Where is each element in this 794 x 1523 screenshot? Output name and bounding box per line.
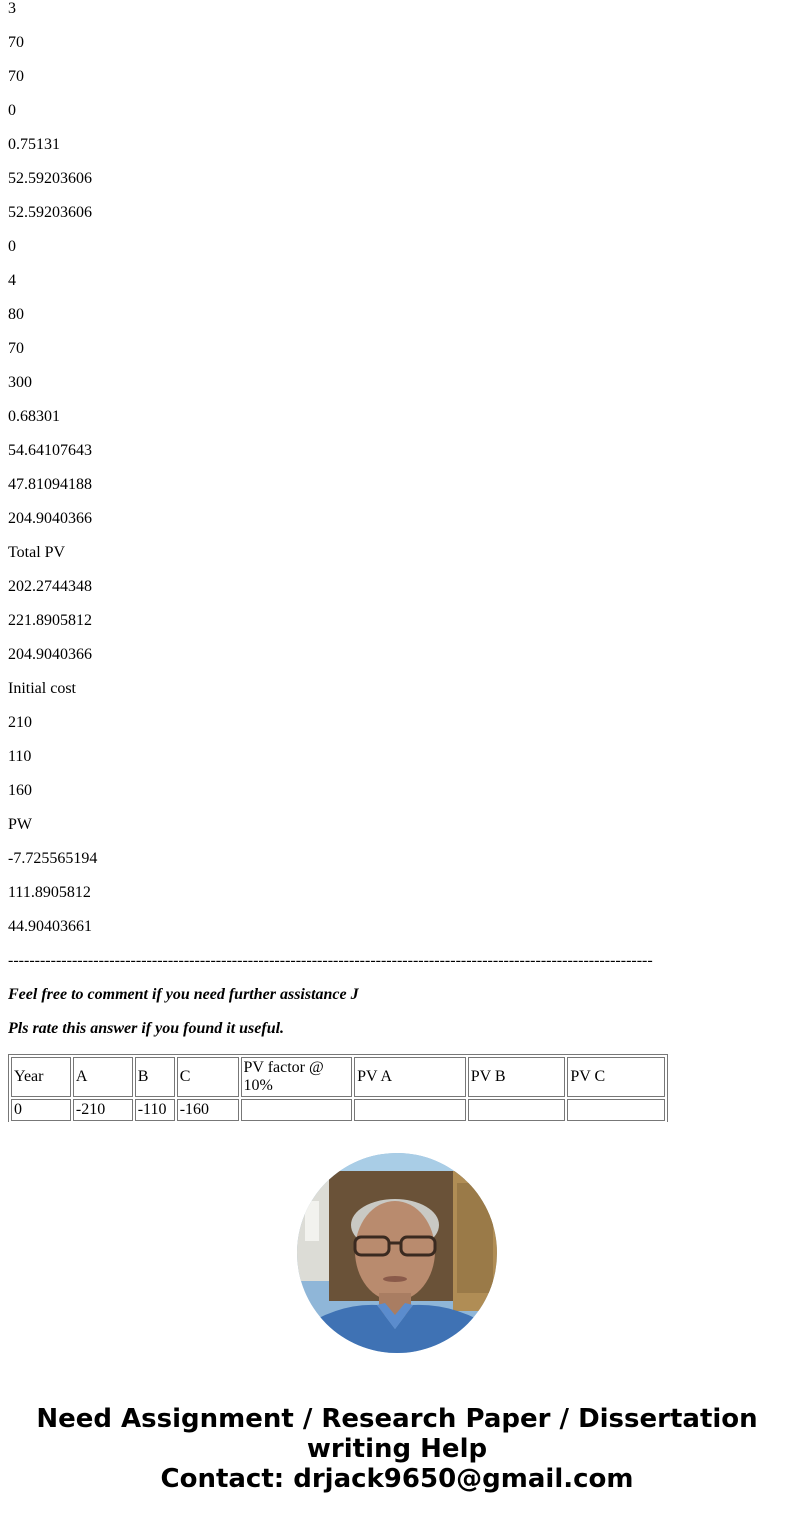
avatar-portrait — [297, 1153, 497, 1353]
value-line: 70 — [8, 340, 24, 357]
value-line: 111.8905812 — [8, 884, 91, 901]
value-line: 3 — [8, 0, 16, 17]
table-cell: -160 — [177, 1099, 239, 1121]
header-cell: Year — [11, 1057, 71, 1097]
header-cell: PV A — [354, 1057, 466, 1097]
table-cell — [468, 1099, 566, 1121]
value-line: 54.64107643 — [8, 442, 92, 459]
value-list — [8, 0, 788, 943]
value-line: 70 — [8, 34, 24, 51]
table-cell — [567, 1099, 665, 1121]
value-line: 300 — [8, 374, 32, 391]
table-cell — [241, 1099, 353, 1121]
rate-note: Pls rate this answer if you found it useful. — [8, 1020, 285, 1037]
value-line: 0 — [8, 238, 16, 255]
value-line: 52.59203606 — [8, 170, 92, 187]
separator-line: ------------------------------------------------------------------------------------------------------------------------- — [8, 952, 653, 969]
comment-note: Feel free to comment if you need further assistance J — [8, 986, 359, 1003]
header-cell: A — [73, 1057, 133, 1097]
value-line: 202.2744348 — [8, 578, 92, 595]
header-cell: B — [135, 1057, 175, 1097]
promo-headline: Need Assignment / Research Paper / Dissertation writing Help — [36, 1404, 758, 1464]
header-cell: PV C — [567, 1057, 665, 1097]
value-line: 204.9040366 — [8, 646, 92, 663]
value-line: 0.75131 — [8, 136, 60, 153]
table-cell: -110 — [135, 1099, 175, 1121]
author-avatar — [297, 1153, 497, 1353]
value-line: 4 — [8, 272, 16, 289]
value-line: Initial cost — [8, 680, 76, 697]
table-header-row — [11, 1057, 665, 1097]
value-line: 47.81094188 — [8, 476, 92, 493]
table-cell: 0 — [11, 1099, 71, 1121]
value-line: 204.9040366 — [8, 510, 92, 527]
value-line: 210 — [8, 714, 32, 731]
value-line: 80 — [8, 306, 24, 323]
value-line: 44.90403661 — [8, 918, 92, 935]
value-line: 110 — [8, 748, 32, 765]
promo-banner — [0, 1404, 794, 1494]
value-line: PW — [8, 816, 32, 833]
value-line: 160 — [8, 782, 32, 799]
value-line: Total PV — [8, 544, 66, 561]
header-cell: C — [177, 1057, 239, 1097]
answer-body — [8, 0, 788, 1045]
promo-contact: Contact: drjack9650@gmail.com — [160, 1464, 634, 1494]
pv-table — [8, 1054, 668, 1122]
value-line: 0.68301 — [8, 408, 60, 425]
table-cell — [354, 1099, 466, 1121]
value-line: 52.59203606 — [8, 204, 92, 221]
pv-table-viewport — [8, 1054, 668, 1122]
value-line: 70 — [8, 68, 24, 85]
table-cell: -210 — [73, 1099, 133, 1121]
value-line: 0 — [8, 102, 16, 119]
value-line: 221.8905812 — [8, 612, 92, 629]
header-cell: PV B — [468, 1057, 566, 1097]
table-row — [11, 1099, 665, 1121]
value-line: -7.725565194 — [8, 850, 98, 867]
header-cell: PV factor @ 10% — [241, 1057, 353, 1097]
